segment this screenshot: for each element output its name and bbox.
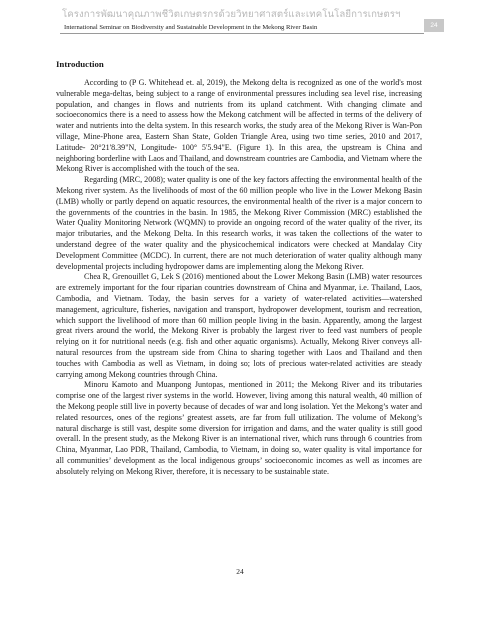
paragraph: According to (P G. Whitehead et. al, 2019), the Mekong delta is recognized as one of the world's most vulnerable mega-deltas, being subject to a range of environmental pressures including sea level rise, increasing population, and changes in flows and nutrients from its upland catchment. With changing climate and socioeconomics there is a need to assess how the Mekong catchment will be affected in terms of the delivery of water and nutrients into the delta system. In this research works, the study area of the Mekong River is Wan-Pon village, Mine-Phone area, Eastern Shan State, Golden Triangle Area, using two time series, 2010 and 2017, Latitude- 20°21'8.39"N, Longitude- 100° 5'5.94"E. (Figure 1). In this area, the upstream is China and neighboring borderline with Laos and Thailand, and downstream countries are Cambodia, and Vietnam where the Mekong River is accomplished with the touch of the sea.: [56, 78, 422, 174]
paragraph: Regarding (MRC, 2008); water quality is one of the key factors affecting the environmental health of the Mekong river system. As the livelihoods of most of the 60 million people who live in the Lower Mekong Basin (LMB) wholly or partly depend on aquatic resources, the environmental health of the river is a major concern to the governments of the countries in the basin. In 1985, the Mekong River Commission (MRC) established the Water Quality Monitoring Network (WQMN) to provide an ongoing record of the water quality of the river, its major tributaries, and the Mekong Delta. In this research works, it was taken the collections of the water to understand degree of the water quality and the physicochemical indicators were checked at Mandalay City Development Committee (MCDC). In current, there are not much deterioration of water quality although many developmental projects including hydropower dams are implementing along the Mekong River.: [56, 175, 422, 271]
page-number: 24: [236, 567, 244, 576]
header-divider: [60, 33, 424, 34]
header-seminar-title: International Seminar on Biodiversity and Sustainable Development in the Mekong River Basin: [64, 24, 318, 31]
paragraph: Minoru Kamoto and Muanpong Juntopas, mentioned in 2011; the Mekong River and its tributaries comprise one of the largest river systems in the world. However, living among this natural wealth, 40 million of the Mekong people still live in poverty because of decades of war and long isolation. Yet the Mekong’s water and related resources, ones of the regions’ greatest assets, are far from full utilization. The volume of Mekong’s natural discharge is still vast, despite some diversion for irrigation and dams, and the water quality is still good overall. In the present study, as the Mekong River is an international river, which runs through 6 countries from China, Myanmar, Lao PDR, Thailand, Cambodia, to Vietnam, in doing so, water quality is vital importance for all communities’ development as the local indigenous groups’ socioeconomic incomes as well as incomes are absolutely relying on Mekong River, therefore, it is necessary to be sustainable state.: [56, 380, 422, 476]
header-page-badge: 24: [424, 19, 444, 32]
page-header: [0, 0, 480, 38]
header-thai-title: โครงการพัฒนาคุณภาพชีวิตเกษตรกรด้วยวิทยาศาสตร์และเทคโนโลยีการเกษตรฯ: [62, 9, 401, 20]
section-title: Introduction: [56, 59, 104, 69]
paragraph: Chea R, Grenouillet G, Lek S (2016) mentioned about the Lower Mekong Basin (LMB) water resources are extremely important for the four riparian countries downstream of China and Myanmar, i.e. Thailand, Laos, Cambodia, and Vietnam. Today, the basin serves for a variety of water-related activities—watershed management, agriculture, fisheries, navigation and transport, hydropower development, tourism and recreation, which support the livelihood of more than 60 million people living in the basin. Apparently, among the largest great rivers around the world, the Mekong River is probably the largest river to feed vast numbers of people relying on it for nutritional needs (e.g. fish and other aquatic organisms). Actually, Mekong River conveys all-natural resources from the upstream side from China to sharing together with Laos and Thailand and then touches with Cambodia as well as Vietnam, in doing so; lots of precious water-related activities are steady carrying among Mekong countries through China.: [56, 272, 422, 379]
body-text: [56, 78, 422, 477]
